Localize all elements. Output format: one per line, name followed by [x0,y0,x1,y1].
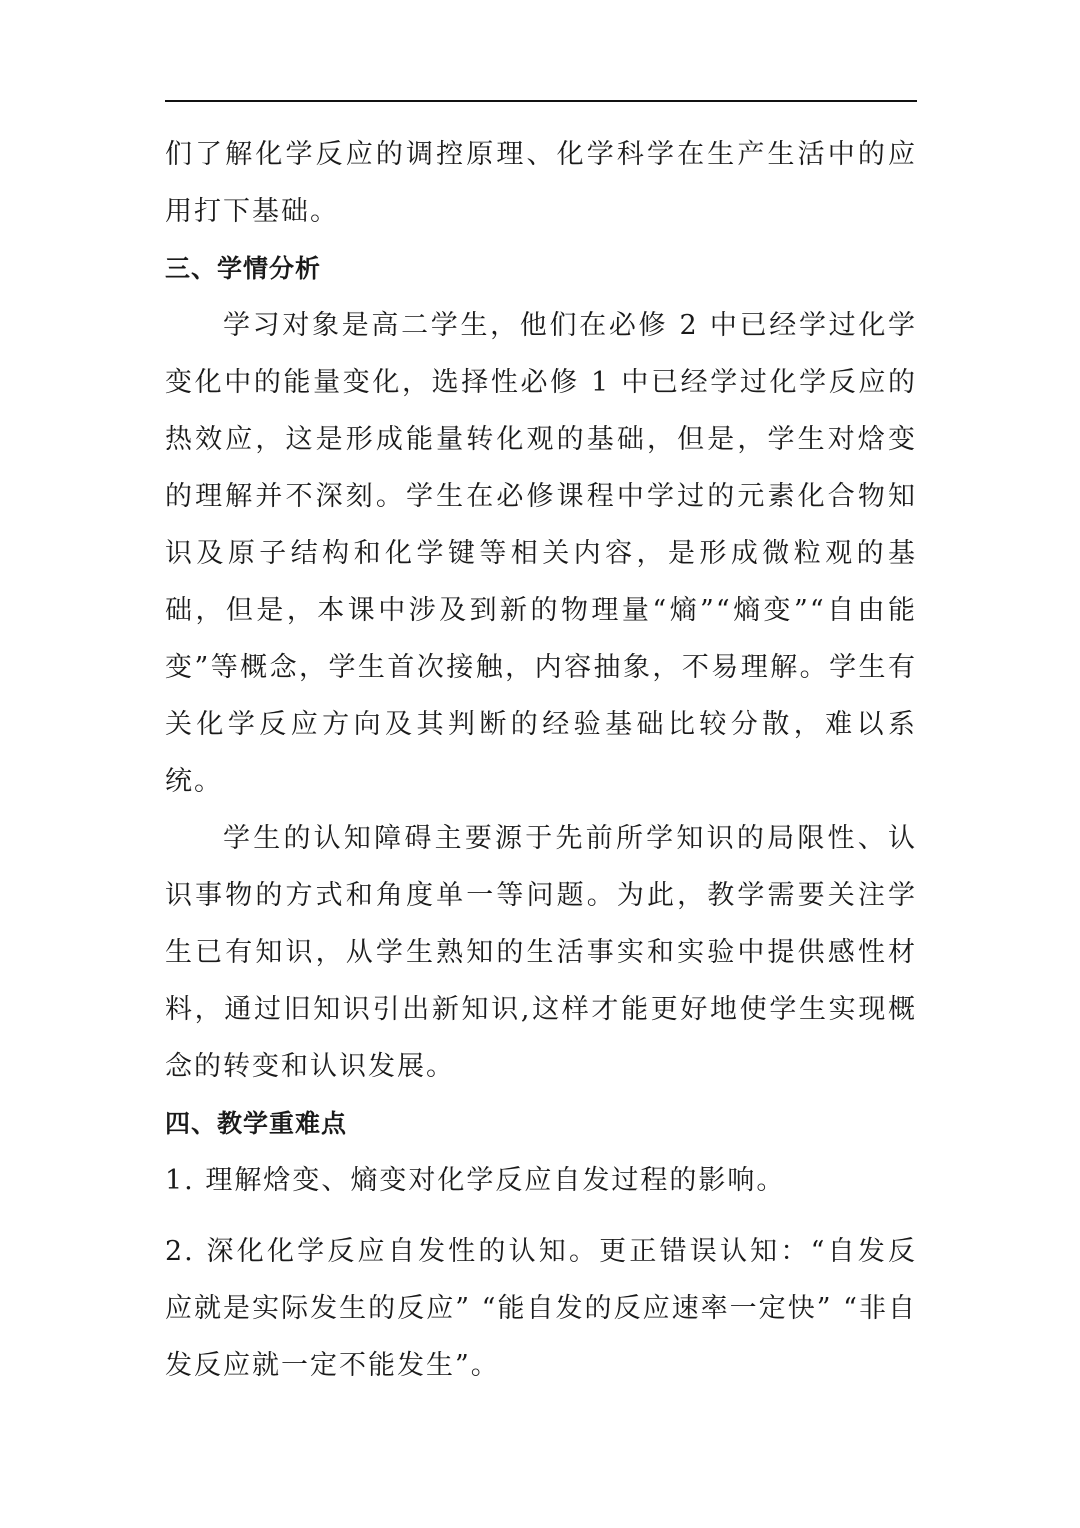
document-body [165,126,917,1394]
key-point-item-2: 2. 深化化学反应自发性的认知。更正错误认知：“自发反应就是实际发生的反应” “能自发的反应速率一定快” “非自发反应就一定不能发生”。 [165,1236,917,1381]
student-analysis-paragraph-2: 学生的认知障碍主要源于先前所学知识的局限性、认识事物的方式和角度单一等问题。为此，教学需要关注学生已有知识，从学生熟知的生活事实和实验中提供感性材料，通过旧知识引出新知识,这样才能更好地使学生实现概念的转变和认识发展。 [165,823,917,1082]
section-heading-student-analysis: 三、学情分析 [165,254,322,283]
intro-paragraph-tail: 们了解化学反应的调控原理、化学科学在生产生活中的应用打下基础。 [165,139,917,227]
header-rule [165,100,917,102]
section-heading-key-points: 四、教学重难点 [165,1109,348,1138]
student-analysis-paragraph-1: 学习对象是高二学生，他们在必修 2 中已经学过化学变化中的能量变化，选择性必修 1 中已经学过化学反应的热效应，这是形成能量转化观的基础，但是，学生对焓变的理解并不深刻。学生在必修课程中学过的元素化合物知识及原子结构和化学键等相关内容，是形成微粒观的基础，但是，本课中涉及到新的物理量“熵”“熵变”“自由能变”等概念，学生首次接触，内容抽象，不易理解。学生有关化学反应方向及其判断的经验基础比较分散，难以系统。 [165,310,917,797]
key-point-item-1: 1. 理解焓变、熵变对化学反应自发过程的影响。 [165,1165,786,1196]
